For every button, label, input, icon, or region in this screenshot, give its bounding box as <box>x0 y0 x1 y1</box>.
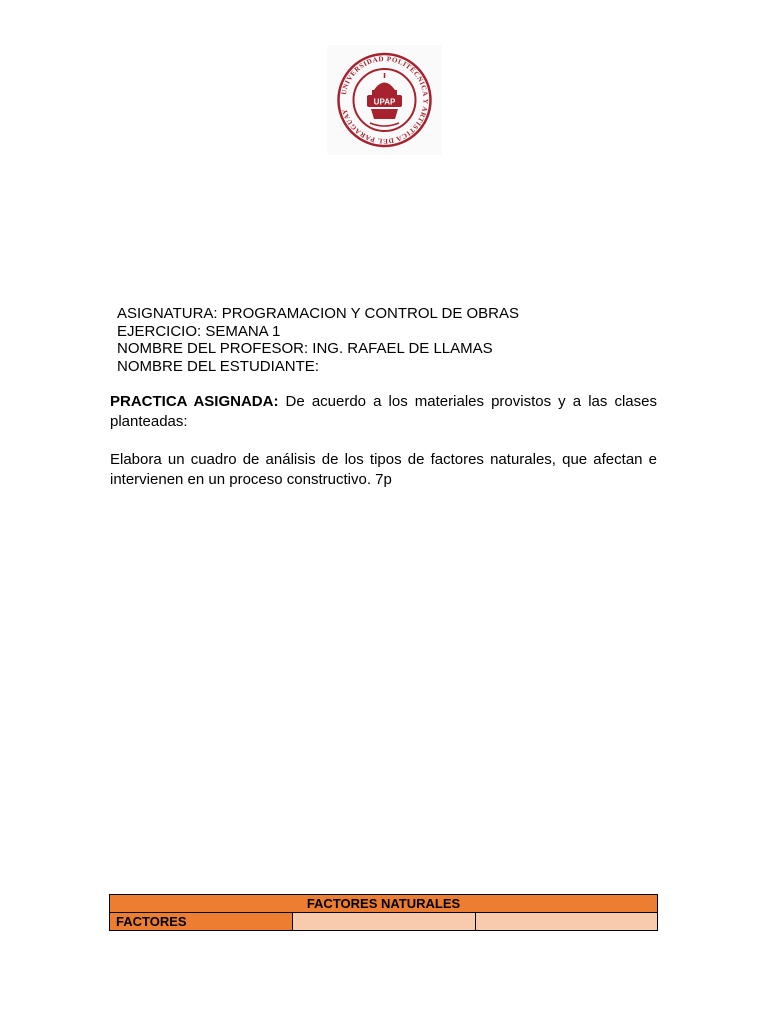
factors-table <box>109 894 658 931</box>
university-logo <box>327 45 442 155</box>
practice-text: De acuerdo a los materiales provistos y a las clases planteadas: <box>110 393 657 430</box>
practice-label: PRACTICA ASIGNADA: <box>110 393 279 410</box>
table-header-row <box>110 895 658 913</box>
table-cell[interactable] <box>293 913 476 931</box>
factors-label-cell: FACTORES <box>110 913 293 931</box>
table-cell[interactable] <box>475 913 658 931</box>
exercise-line: EJERCICIO: SEMANA 1 <box>117 322 281 340</box>
table-title: FACTORES NATURALES <box>110 895 658 913</box>
professor-line: NOMBRE DEL PROFESOR: ING. RAFAEL DE LLAMAS <box>117 340 493 357</box>
instruction-paragraph: Elabora un cuadro de análisis de los tipos de factores naturales, que afectan e intervienen en un proceso constructivo. 7p <box>110 451 657 488</box>
student-line: NOMBRE DEL ESTUDIANTE: <box>117 357 319 375</box>
subject-line: ASIGNATURA: PROGRAMACION Y CONTROL DE OBRAS <box>117 305 520 322</box>
seal-center-text: UPAP <box>373 97 396 107</box>
table-row <box>110 913 658 931</box>
upap-seal-icon <box>327 45 442 155</box>
seal-ring-text: UNIVERSIDAD POLITÉCNICA Y ARTÍSTICA DEL PARAGUAY <box>339 54 430 146</box>
practice-paragraph <box>110 392 657 431</box>
assignment-info <box>117 305 519 375</box>
